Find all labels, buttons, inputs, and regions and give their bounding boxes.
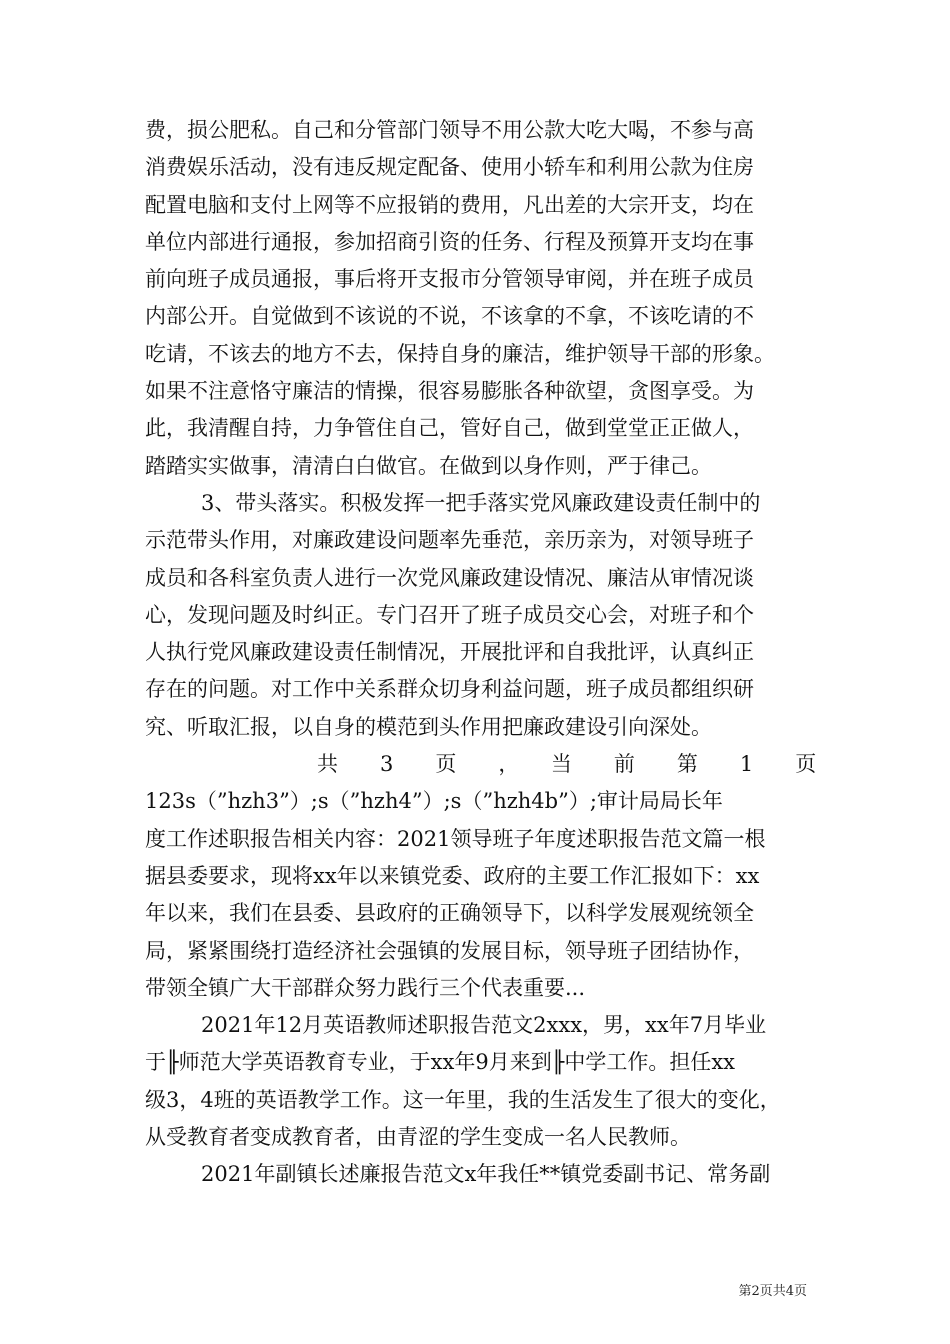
- text-line: 带领全镇广大干部群众努力践行三个代表重要...: [145, 975, 586, 1000]
- paragraph-start-line: 2021年12月英语教师述职报告范文2xxx，男，xx年7月毕业: [201, 1013, 767, 1038]
- text-line: 123s（”hzh3”）;s（”hzh4”）;s（”hzh4b”）;审计局局长年: [145, 789, 723, 814]
- text-line: 示范带头作用，对廉政建设问题率先垂范，亲历亲为，对领导班子: [145, 528, 754, 553]
- text-line: 消费娱乐活动，没有违反规定配备、使用小轿车和利用公款为住房: [145, 155, 754, 180]
- text-line: 此，我清醒自持，力争管住自己，管好自己，做到堂堂正正做人，: [145, 416, 754, 441]
- text-line: 存在的问题。对工作中关系群众切身利益问题，班子成员都组织研: [145, 677, 754, 702]
- text-line: 从受教育者变成教育者，由青涩的学生变成一名人民教师。: [145, 1125, 691, 1150]
- text-line: 度工作述职报告相关内容：2021领导班子年度述职报告范文篇一根: [145, 826, 766, 851]
- paragraph-start-line: 3、带头落实。积极发挥一把手落实党风廉政建设责任制中的: [201, 490, 761, 515]
- text-line: 究、听取汇报，以自身的模范到头作用把廉政建设引向深处。: [145, 714, 712, 739]
- paragraph-start-line: 2021年副镇长述廉报告范文x年我任**镇党委副书记、常务副: [201, 1162, 771, 1187]
- text-line: 成员和各科室负责人进行一次党风廉政建设情况、廉洁从审情况谈: [145, 565, 754, 590]
- text-line: 于╟师范大学英语教育专业，于xx年9月来到╟中学工作。担任xx: [145, 1050, 736, 1075]
- text-line: 单位内部进行通报，参加招商引资的任务、行程及预算开支均在事: [145, 229, 754, 254]
- text-line: 心，发现问题及时纠正。专门召开了班子成员交心会，对班子和个: [145, 602, 754, 627]
- text-line: 据县委要求，现将xx年以来镇党委、政府的主要工作汇报如下：xx: [145, 863, 760, 888]
- text-line: 如果不注意恪守廉洁的情操，很容易膨胀各种欲望，贪图享受。为: [145, 379, 754, 404]
- text-line: 级3，4班的英语教学工作。这一年里，我的生活发生了很大的变化，: [145, 1087, 781, 1112]
- text-line: 吃请，不该去的地方不去，保持自身的廉洁，维护领导干部的形象。: [145, 341, 775, 366]
- text-line: 人执行党风廉政建设责任制情况，开展批评和自我批评，认真纠正: [145, 640, 754, 665]
- text-line: 内部公开。自觉做到不该说的不说，不该拿的不拿，不该吃请的不: [145, 304, 754, 329]
- document-body: [145, 112, 817, 1194]
- text-line: 踏踏实实做事，清清白白做官。在做到以身作则，严于律己。: [145, 453, 712, 478]
- text-line: 配置电脑和支付上网等不应报销的费用，凡出差的大宗开支，均在: [145, 192, 754, 217]
- text-line: 年以来，我们在县委、县政府的正确领导下，以科学发展观统领全: [145, 901, 754, 926]
- text-line: 费，损公肥私。自己和分管部门领导不用公款大吃大喝，不参与高: [145, 118, 754, 142]
- inline-page-counter: 共 3 页 ， 当 前 第 1 页: [317, 752, 817, 777]
- text-line: 前向班子成员通报，事后将开支报市分管领导审阅，并在班子成员: [145, 267, 754, 292]
- page-footer: 第2页共4页: [738, 1284, 807, 1299]
- text-line: 局，紧紧围绕打造经济社会强镇的发展目标，领导班子团结协作，: [145, 938, 754, 963]
